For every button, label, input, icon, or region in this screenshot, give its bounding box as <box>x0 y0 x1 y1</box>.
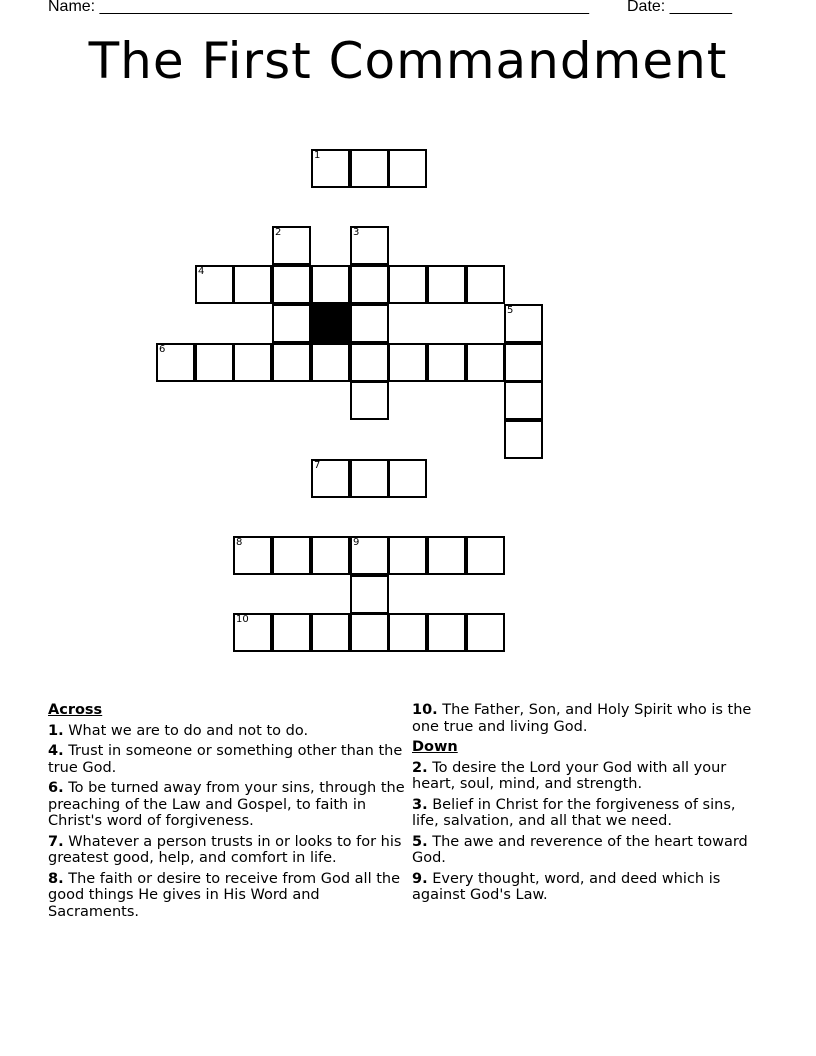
clue-down-5 <box>412 834 762 867</box>
grid-cell[interactable] <box>388 149 427 188</box>
clue-text: To desire the Lord your God with all your heart, soul, mind, and strength. <box>412 759 727 792</box>
clue-number: 8. <box>48 870 64 887</box>
clue-number: 3. <box>412 796 428 813</box>
grid-cell[interactable] <box>350 613 389 652</box>
grid-cell[interactable] <box>466 343 505 382</box>
grid-cell[interactable] <box>272 304 311 343</box>
clue-number: 9. <box>412 870 428 887</box>
grid-cell[interactable] <box>388 536 427 575</box>
grid-cell[interactable] <box>504 381 543 420</box>
down-clue-list <box>412 760 762 904</box>
grid-cell[interactable] <box>195 343 234 382</box>
clue-number: 1. <box>48 722 64 739</box>
clue-across-10 <box>412 702 762 735</box>
grid-cell[interactable] <box>311 265 350 304</box>
cell-number: 6 <box>159 344 166 355</box>
grid-cell[interactable] <box>350 459 389 498</box>
clue-across-7 <box>48 834 406 867</box>
clue-text: Whatever a person trusts in or looks to for his greatest good, help, and comfort in life. <box>48 833 402 866</box>
grid-cell[interactable] <box>427 536 466 575</box>
cell-number: 4 <box>198 266 205 277</box>
name-field[interactable]: Name: _______________________________________________________ <box>48 0 589 15</box>
grid-cell[interactable] <box>388 265 427 304</box>
date-field[interactable]: Date: _______ <box>627 0 732 15</box>
clue-number: 2. <box>412 759 428 776</box>
clue-number: 7. <box>48 833 64 850</box>
grid-cell[interactable] <box>350 265 389 304</box>
grid-cell[interactable] <box>466 613 505 652</box>
grid-cell[interactable] <box>311 343 350 382</box>
across-heading: Across <box>48 702 103 718</box>
grid-cell[interactable] <box>504 420 543 459</box>
clue-down-2 <box>412 760 762 793</box>
across-clue-list <box>48 723 406 921</box>
clue-text: What we are to do and not to do. <box>68 722 309 739</box>
grid-cell[interactable] <box>504 343 543 382</box>
clues-right-column <box>412 702 762 908</box>
grid-cell[interactable] <box>350 149 389 188</box>
grid-cell[interactable] <box>311 149 350 188</box>
cell-number: 9 <box>353 537 360 548</box>
grid-cell[interactable] <box>388 343 427 382</box>
clue-number: 6. <box>48 780 64 796</box>
clue-number: 5. <box>412 833 428 850</box>
grid-cell[interactable] <box>350 226 389 265</box>
grid-cell[interactable] <box>388 613 427 652</box>
clue-text: The awe and reverence of the heart toward God. <box>412 833 748 866</box>
grid-cell[interactable] <box>272 226 311 265</box>
grid-cell[interactable] <box>272 265 311 304</box>
clue-text: To be turned away from your sins, through the preaching of the Law and Gospel, to faith in Christ's word of forgiveness. <box>48 780 405 829</box>
clue-text: The faith or desire to receive from God all the good things He gives in His Word and Sacraments. <box>48 870 401 920</box>
page-title: The First Commandment <box>88 32 728 90</box>
grid-cell[interactable] <box>388 459 427 498</box>
grid-cell[interactable] <box>427 343 466 382</box>
clue-down-3 <box>412 797 762 830</box>
grid-cell[interactable] <box>466 536 505 575</box>
clue-across-1 <box>48 723 406 740</box>
cell-number: 3 <box>353 227 360 238</box>
grid-cell[interactable] <box>466 265 505 304</box>
clue-across-4 <box>48 743 406 776</box>
grid-cell[interactable] <box>311 459 350 498</box>
cell-number: 2 <box>275 227 282 238</box>
down-heading: Down <box>412 739 458 755</box>
clue-number: 4. <box>48 743 64 759</box>
cell-number: 5 <box>507 305 514 316</box>
grid-cell[interactable] <box>272 613 311 652</box>
grid-cell[interactable] <box>350 343 389 382</box>
grid-cell[interactable] <box>272 536 311 575</box>
grid-cell[interactable] <box>272 343 311 382</box>
clue-text: The Father, Son, and Holy Spirit who is the one true and living God. <box>412 702 752 735</box>
grid-cell[interactable] <box>156 343 195 382</box>
grid-cell[interactable] <box>350 575 389 614</box>
grid-cell[interactable] <box>233 613 272 652</box>
cell-number: 8 <box>236 537 243 548</box>
grid-cell[interactable] <box>427 613 466 652</box>
clue-across-6 <box>48 780 406 830</box>
clue-text: Belief in Christ for the forgiveness of sins, life, salvation, and all that we need. <box>412 796 736 829</box>
cell-number: 7 <box>314 460 321 471</box>
clue-text: Trust in someone or something other than the true God. <box>48 743 403 776</box>
grid-cell[interactable] <box>311 536 350 575</box>
cell-number: 1 <box>314 150 321 161</box>
clue-number: 10. <box>412 702 438 718</box>
grid-cell[interactable] <box>427 265 466 304</box>
cell-number: 10 <box>236 614 249 625</box>
grid-cell[interactable] <box>233 343 272 382</box>
black-cell <box>311 304 350 343</box>
grid-cell[interactable] <box>233 265 272 304</box>
clue-across-8 <box>48 871 406 921</box>
grid-cell[interactable] <box>350 536 389 575</box>
grid-cell[interactable] <box>195 265 234 304</box>
clues-left-column <box>48 702 406 924</box>
grid-cell[interactable] <box>350 381 389 420</box>
grid-cell[interactable] <box>311 613 350 652</box>
grid-cell[interactable] <box>504 304 543 343</box>
grid-cell[interactable] <box>233 536 272 575</box>
clue-text: Every thought, word, and deed which is against God's Law. <box>412 870 721 903</box>
clue-down-9 <box>412 871 762 904</box>
grid-cell[interactable] <box>350 304 389 343</box>
